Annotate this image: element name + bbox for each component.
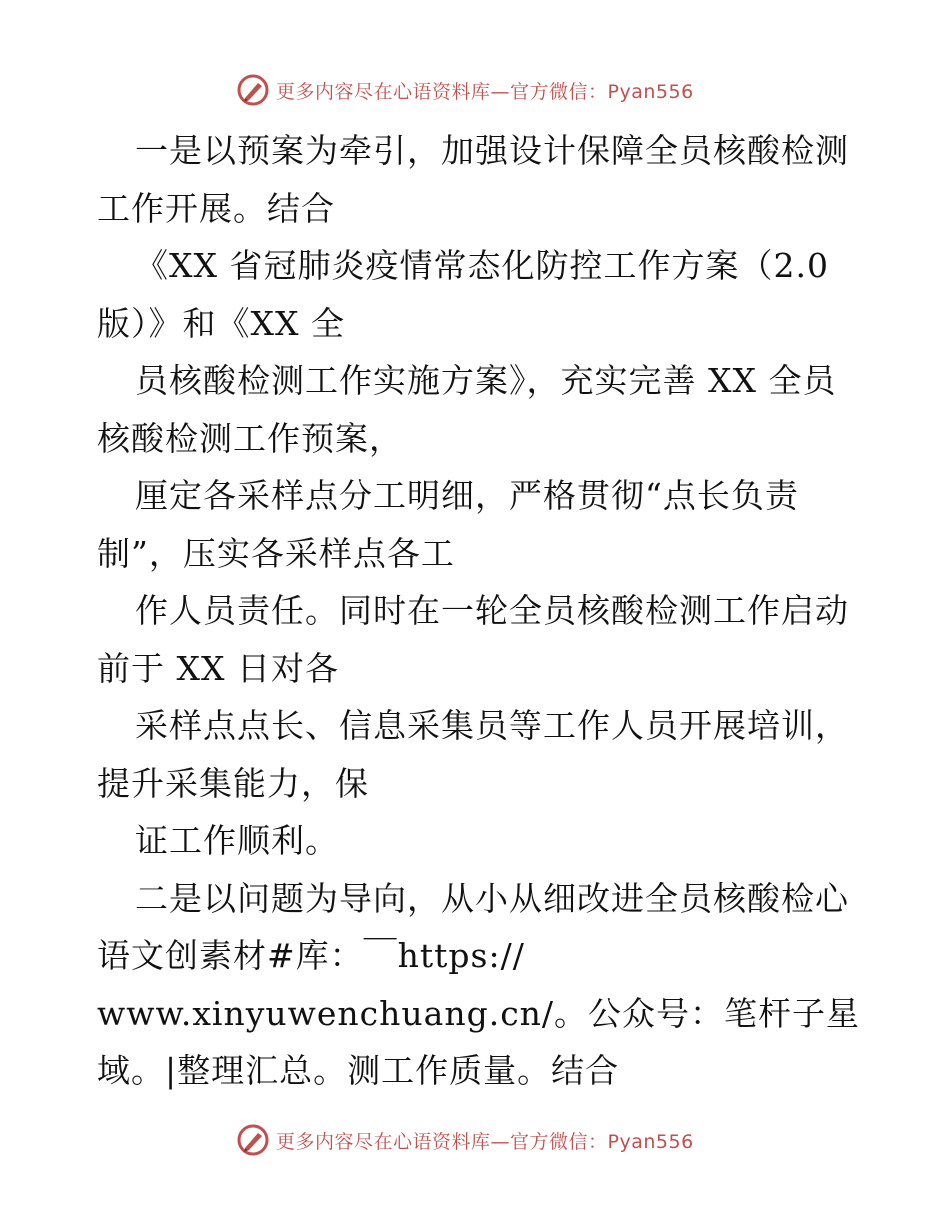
text-line-5: 员核酸检测工作实施方案》，充实完善 XX 全员 bbox=[135, 361, 837, 400]
text-line-4: 版）》和《XX 全 bbox=[97, 303, 345, 343]
text-line-12: 提升采集能力，保 bbox=[97, 763, 369, 803]
text-line-11: 采样点点长、信息采集员等工作人员开展培训， bbox=[135, 706, 849, 745]
header-watermark-text: 更多内容尽在心语资料库—官方微信：Pyan556 bbox=[276, 80, 694, 103]
pen-circle-logo-icon bbox=[236, 73, 270, 107]
header-watermark-banner bbox=[236, 72, 694, 108]
text-line-8: 制”，压实各采样点各工 bbox=[97, 533, 455, 573]
text-line-13: 证工作顺利。 bbox=[135, 821, 339, 860]
text-line-15: 语文创素材#库：￣https:// bbox=[97, 936, 525, 975]
footer-watermark-text: 更多内容尽在心语资料库—官方微信：Pyan556 bbox=[276, 1130, 694, 1153]
text-line-16: www.xinyuwenchuang.cn/。公众号：笔杆子星 bbox=[97, 993, 861, 1033]
text-line-17: 域。|整理汇总。测工作质量。结合 bbox=[97, 1051, 620, 1090]
text-line-9: 作人员责任。同时在一轮全员核酸检测工作启动 bbox=[135, 591, 849, 630]
text-line-2: 工作开展。结合 bbox=[97, 188, 335, 228]
text-line-7: 厘定各采样点分工明细，严格贯彻“点长负责 bbox=[135, 476, 799, 515]
text-line-1: 一是以预案为牵引，加强设计保障全员核酸检测 bbox=[135, 131, 849, 170]
text-line-6: 核酸检测工作预案， bbox=[97, 418, 403, 458]
document-body bbox=[97, 122, 861, 1100]
footer-watermark-banner bbox=[236, 1122, 694, 1158]
pen-circle-logo-icon bbox=[236, 1123, 270, 1157]
text-line-3: 《XX 省冠肺炎疫情常态化防控工作方案（2.0 bbox=[135, 246, 829, 285]
text-line-10: 前于 XX 日对各 bbox=[97, 648, 339, 688]
text-line-14: 二是以问题为导向，从小从细改进全员核酸检心 bbox=[135, 878, 849, 918]
